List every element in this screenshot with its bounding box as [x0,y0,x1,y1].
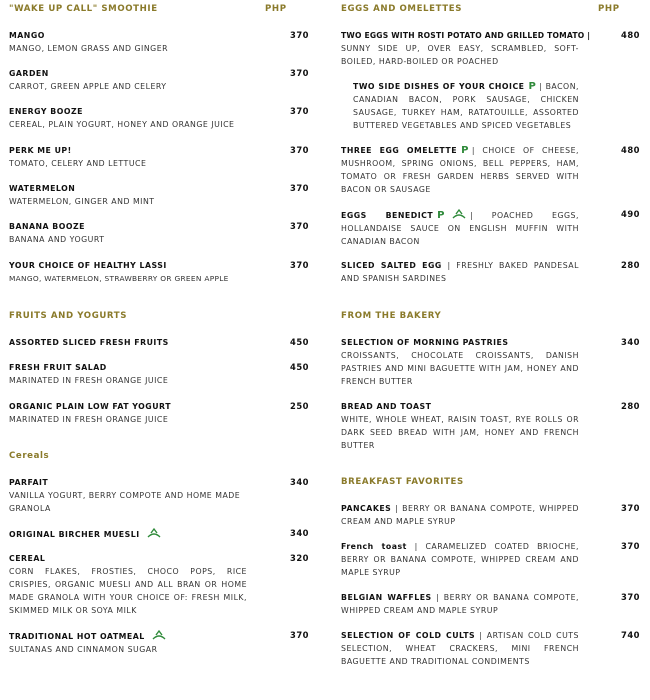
menu-item [9,336,309,349]
menu-item [9,629,309,656]
menu-item [341,591,640,617]
item-desc: | CARAMELIZED COATED BRIOCHE, BERRY OR BANANA COMPOTE, WHIPPED CREAM AND MAPLE SYRUP [341,542,579,577]
item-name: CEREAL [9,554,46,563]
vegetarian-leaf-icon [145,527,163,539]
item-name: MANGO [9,31,45,40]
item-name: ASSORTED SLICED FRESH FRUITS [9,338,169,347]
pork-marker-icon: P [461,145,469,156]
item-price: 280 [621,401,640,411]
item-name: SLICED SALTED EGG [341,261,442,270]
section-title-fruits: FRUITS AND YOGURTS [9,311,128,321]
item-name: French toast [341,542,407,551]
menu-item [341,208,640,248]
item-desc: | POACHED EGGS, HOLLANDAISE SAUCE ON ENGLISH MUFFIN WITH CANADIAN BACON [341,211,579,246]
menu-item [9,220,309,246]
item-name: PANCAKES [341,504,392,513]
menu-item [341,540,640,579]
item-price: 340 [290,528,309,538]
section-title-eggs: EGGS AND OMELETTES [341,4,462,14]
item-desc: | BERRY OR BANANA COMPOTE, WHIPPED CREAM AND MAPLE SYRUP [341,504,580,526]
item-name: TWO EGGS WITH ROSTI POTATO AND GRILLED TOMATO | [341,31,591,40]
item-name: SELECTION OF MORNING PASTRIES [341,338,509,347]
item-desc: CEREAL, PLAIN YOGURT, HONEY AND ORANGE JUICE [9,120,235,129]
menu-item [341,400,640,452]
item-price: 370 [290,106,309,116]
menu-item [341,29,640,68]
item-desc: | ARTISAN COLD CUTS SELECTION, WHEAT CRACKERS, MINI FRENCH BAGUETTE AND TRADITIONAL CONDIMENTS [341,631,579,666]
menu-item [9,29,309,55]
item-name: WATERMELON [9,184,76,193]
section-title-favorites: BREAKFAST FAVORITES [341,477,464,487]
item-name: BANANA BOOZE [9,222,85,231]
menu-item [341,502,640,528]
item-name: BREAD AND TOAST [341,402,432,411]
item-desc: TOMATO, CELERY AND LETTUCE [9,159,147,168]
item-desc: VANILLA YOGURT, BERRY COMPOTE AND HOME MADE GRANOLA [9,491,241,513]
menu-item [9,67,309,93]
item-name: GARDEN [9,69,49,78]
item-desc: BANANA AND YOGURT [9,235,105,244]
menu-item [9,361,309,387]
item-price: 370 [290,221,309,231]
menu-item-side-dishes [353,80,579,132]
item-name: TRADITIONAL HOT OATMEAL [9,632,145,641]
item-desc: | CHOICE OF CHEESE, MUSHROOM, SPRING ONIONS, BELL PEPPERS, HAM, TOMATO OR FRESH GARDEN HERBS SERVED WITH BACON OR SAUSAGE [341,146,579,194]
menu-item [9,144,309,170]
menu-item [9,259,309,285]
item-name: ENERGY BOOZE [9,107,83,116]
menu-item [9,476,309,515]
item-name: BELGIAN WAFFLES [341,593,432,602]
item-desc: CROISSANTS, CHOCOLATE CROISSANTS, DANISH PASTRIES AND MINI BAGUETTE WITH JAM, HONEY AND FRENCH BUTTER [341,351,579,386]
item-name: EGGS BENEDICT [341,211,434,220]
item-price: 480 [621,145,640,155]
item-name: TWO SIDE DISHES OF YOUR CHOICE [353,82,525,91]
item-price: 340 [621,337,640,347]
item-desc: CARROT, GREEN APPLE AND CELERY [9,82,167,91]
item-price: 280 [621,260,640,270]
currency-header: PHP [265,4,287,14]
item-price: 250 [290,401,309,411]
item-name: PARFAIT [9,478,49,487]
vegetarian-leaf-icon [150,629,168,641]
item-desc: MANGO, WATERMELON, STRAWBERRY OR GREEN APPLE [9,274,229,283]
item-price: 320 [290,553,309,563]
item-desc: | BERRY OR BANANA COMPOTE, WHIPPED CREAM AND MAPLE SYRUP [341,593,579,615]
item-desc: | FRESHLY BAKED PANDESAL AND SPANISH SARDINES [341,261,579,283]
menu-item [9,552,309,617]
item-price: 450 [290,362,309,372]
menu-item [9,400,309,426]
item-desc: MARINATED IN FRESH ORANGE JUICE [9,376,169,385]
item-name: PERK ME UP! [9,146,72,155]
item-name: THREE EGG OMELETTE [341,146,458,155]
currency-header: PHP [598,4,620,14]
item-name: FRESH FRUIT SALAD [9,363,107,372]
item-price: 370 [290,183,309,193]
item-price: 370 [290,260,309,270]
item-desc: MARINATED IN FRESH ORANGE JUICE [9,415,169,424]
item-desc: WATERMELON, GINGER AND MINT [9,197,155,206]
item-desc: MANGO, LEMON GRASS AND GINGER [9,44,169,53]
item-desc: | BACON, CANADIAN BACON, PORK SAUSAGE, CHICKEN SAUSAGE, TURKEY HAM, RATATOUILLE, ASSORTED BUTTERED VEGETABLES AND SPICED VEGETABLES [353,82,580,130]
menu-item [341,336,640,388]
item-price: 370 [621,541,640,551]
item-price: 370 [290,145,309,155]
menu-item [9,105,309,131]
pork-marker-icon: P [437,210,445,221]
section-title-bakery: FROM THE BAKERY [341,311,442,321]
item-desc: SUNNY SIDE UP, OVER EASY, SCRAMBLED, SOFT-BOILED, HARD-BOILED OR POACHED [341,44,579,66]
item-price: 370 [290,68,309,78]
item-name: SELECTION OF COLD CULTS [341,631,476,640]
section-title-smoothie: "WAKE UP CALL" SMOOTHIE [9,4,158,14]
item-desc: WHITE, WHOLE WHEAT, RAISIN TOAST, RYE ROLLS OR DARK SEED BREAD WITH JAM, HONEY AND FRENCH BUTTER [341,415,579,450]
item-name: ORGANIC PLAIN LOW FAT YOGURT [9,402,172,411]
menu-item [341,629,640,668]
menu-item [9,527,309,541]
item-price: 370 [621,503,640,513]
item-price: 370 [290,630,309,640]
pork-marker-icon: P [528,81,537,92]
item-name: YOUR CHOICE OF HEALTHY LASSI [9,261,167,270]
menu-item [341,144,640,196]
section-title-cereals: Cereals [9,451,50,461]
item-name: ORIGINAL BIRCHER MUESLI [9,530,140,539]
item-price: 370 [621,592,640,602]
item-price: 480 [621,30,640,40]
item-desc: SULTANAS AND CINNAMON SUGAR [9,645,158,654]
item-desc: CORN FLAKES, FROSTIES, CHOCO POPS, RICE CRISPIES, ORGANIC MUESLI AND ALL BRAN OR HOME MADE GRANOLA WITH YOUR CHOICE OF: FRESH MILK, SKIMMED MILK OR SOYA MILK [9,567,247,615]
vegetarian-leaf-icon [450,208,468,220]
menu-item [341,259,640,285]
item-price: 450 [290,337,309,347]
item-price: 370 [290,30,309,40]
item-price: 490 [621,209,640,219]
item-price: 340 [290,477,309,487]
menu-item [9,182,309,208]
item-price: 740 [621,630,640,640]
